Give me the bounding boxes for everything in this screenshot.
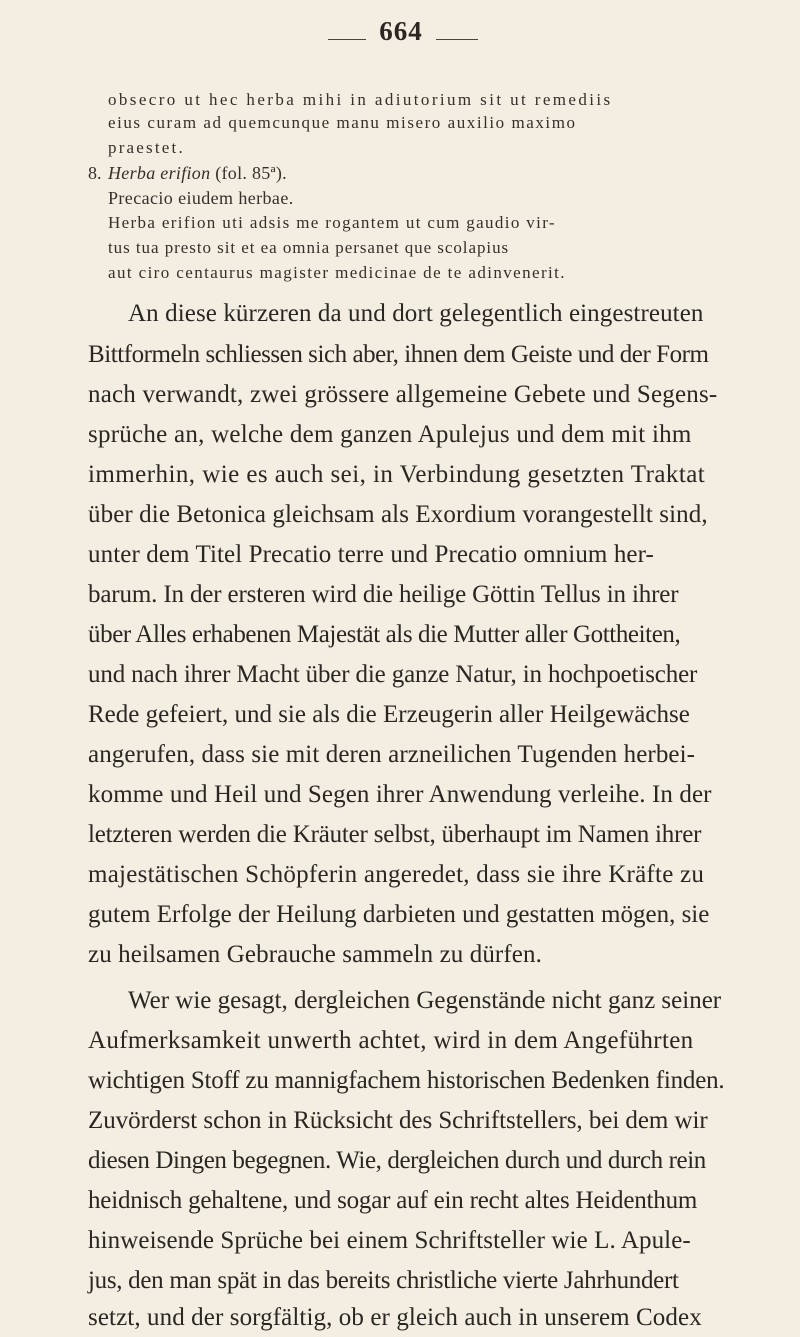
item-number: 8.	[88, 163, 102, 183]
text-line: majestätischen Schöpferin angeredet, dass sie ihre Kräfte zu	[88, 861, 705, 888]
herb-heading	[108, 163, 287, 184]
text-line: hinweisende Sprüche bei einem Schriftsteller wie L. Apule-	[88, 1227, 691, 1254]
quote-line: aut ciro centaurus magister medicinae de te adinvenerit.	[108, 263, 566, 282]
text-line: An diese kürzeren da und dort gelegentlich eingestreuten	[128, 300, 704, 327]
herb-reference: (fol. 85ª).	[215, 163, 287, 183]
page-header	[0, 10, 800, 50]
text-line: Bittformeln schliessen sich aber, ihnen dem Geiste und der Form	[88, 341, 709, 368]
header-rule-right	[436, 39, 478, 40]
text-line: über die Betonica gleichsam als Exordium vorangestellt sind,	[88, 501, 708, 528]
text-line: Rede gefeiert, und sie als die Erzeugerin aller Heilgewächse	[88, 701, 690, 728]
text-line: immerhin, wie es auch sei, in Verbindung gesetzten Traktat	[88, 461, 706, 488]
text-line: heidnisch gehaltene, und sogar auf ein recht altes Heidenthum	[88, 1187, 698, 1214]
text-line: letzteren werden die Kräuter selbst, überhaupt im Namen ihrer	[88, 821, 702, 848]
text-line: Wer wie gesagt, dergleichen Gegenstände nicht ganz seiner	[128, 987, 722, 1014]
text-line: Zuvörderst schon in Rücksicht des Schriftstellers, bei dem wir	[88, 1107, 708, 1134]
quote-line: tus tua presto sit et ea omnia persanet que scolapius	[108, 238, 510, 257]
quote-line: praestet.	[108, 138, 185, 157]
text-line: nach verwandt, zwei grössere allgemeine Gebete und Segens-	[88, 381, 718, 408]
quote-line: obsecro ut hec herba mihi in adiutorium sit ut remediis	[108, 90, 613, 109]
text-line: über Alles erhabenen Majestät als die Mutter aller Gottheiten,	[88, 621, 681, 648]
text-line: Aufmerksamkeit unwerth achtet, wird in dem Angeführten	[88, 1027, 694, 1054]
header-rule-left	[328, 39, 366, 40]
text-line: zu heilsamen Gebrauche sammeln zu dürfen.	[88, 941, 542, 968]
text-line: jus, den man spät in das bereits christliche vierte Jahrhundert	[88, 1267, 679, 1294]
quote-line: Precacio eiudem herbae.	[108, 188, 294, 208]
page-number: 664	[379, 16, 423, 46]
text-line: gutem Erfolge der Heilung darbieten und gestatten mögen, sie	[88, 901, 710, 928]
text-line: komme und Heil und Segen ihrer Anwendung verleihe. In der	[88, 781, 712, 808]
text-line: setzt, und der sorgfältig, ob er gleich auch in unserem Codex	[88, 1304, 702, 1331]
text-line: und nach ihrer Macht über die ganze Natur, in hochpoetischer	[88, 661, 698, 688]
herb-title: Herba erifion	[108, 163, 211, 183]
text-line: sprüche an, welche dem ganzen Apulejus und dem mit ihm	[88, 421, 692, 448]
text-line: wichtigen Stoff zu mannigfachem historischen Bedenken finden.	[88, 1067, 725, 1094]
quote-line: eius curam ad quemcunque manu misero auxilio maximo	[108, 113, 577, 132]
text-line: barum. In der ersteren wird die heilige Göttin Tellus in ihrer	[88, 581, 679, 608]
text-line: unter dem Titel Precatio terre und Precatio omnium her-	[88, 541, 654, 568]
quote-line: Herba erifion uti adsis me rogantem ut cum gaudio vir-	[108, 213, 556, 232]
text-line: angerufen, dass sie mit deren arzneilichen Tugenden herbei-	[88, 741, 696, 768]
text-line: diesen Dingen begegnen. Wie, dergleichen durch und durch rein	[88, 1147, 706, 1174]
